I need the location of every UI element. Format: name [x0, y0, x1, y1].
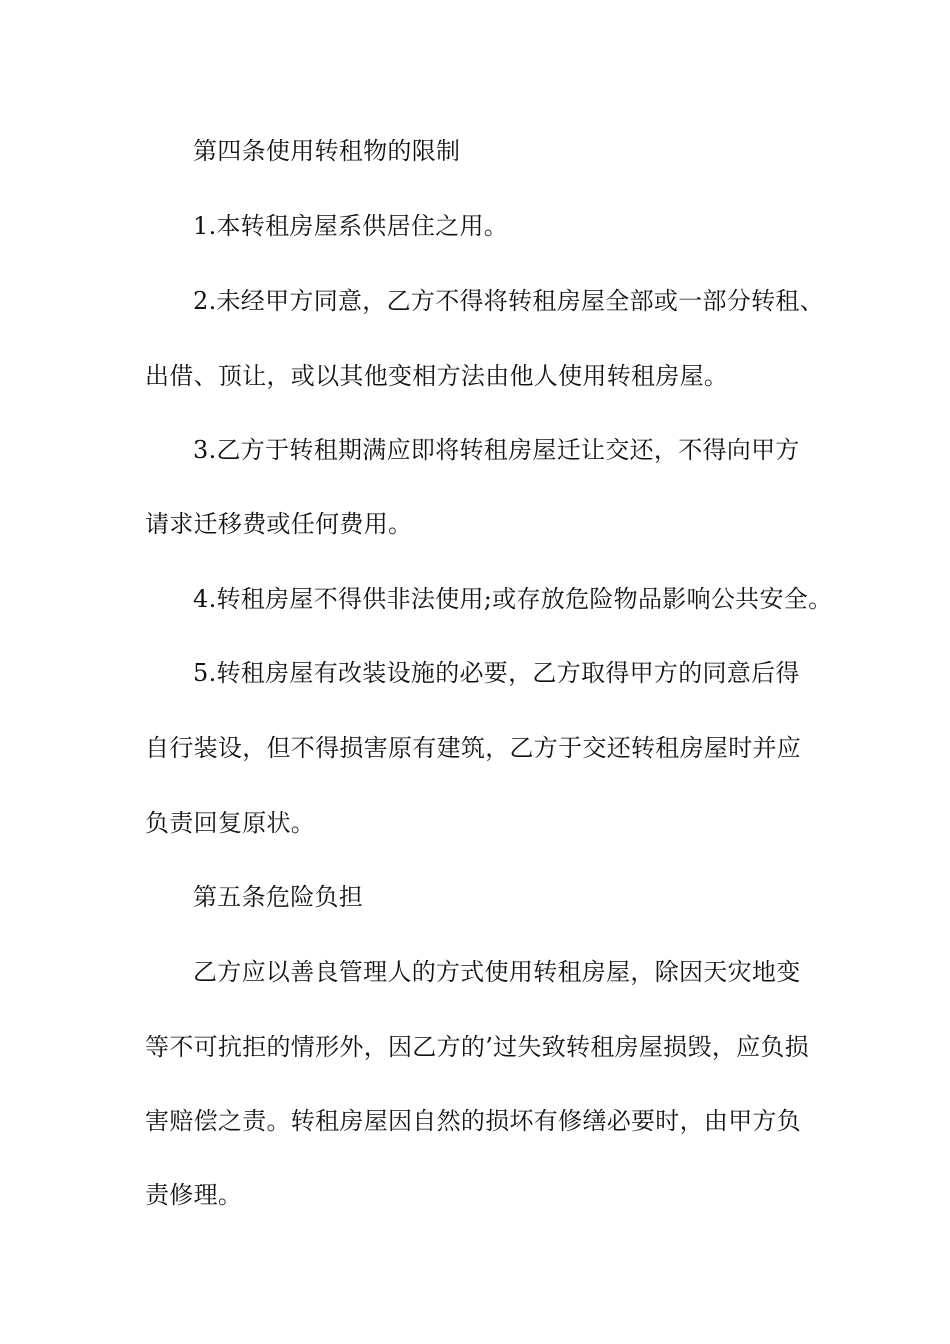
paragraph-line: 害赔偿之责。转租房屋因自然的损坏有修缮必要时，由甲方负	[145, 1107, 802, 1135]
paragraph-line: 等不可抗拒的情形外，因乙方的’过失致转租房屋损毁，应负损	[145, 1033, 810, 1061]
clause-line: 出借、顶让，或以其他变相方法由他人使用转租房屋。	[145, 362, 729, 390]
clause-line: 1.本转租房屋系供居住之用。	[193, 212, 509, 240]
clause-line: 请求迁移费或任何费用。	[145, 510, 413, 538]
clause-line: 自行装设，但不得损害原有建筑，乙方于交还转租房屋时并应	[145, 734, 802, 762]
clause-line: 5.转租房屋有改装设施的必要，乙方取得甲方的同意后得	[193, 659, 800, 687]
clause-line: 4.转租房屋不得供非法使用;或存放危险物品影响公共安全。	[193, 585, 833, 613]
clause-line: 负责回复原状。	[145, 809, 316, 837]
section-heading-article-4: 第四条使用转租物的限制	[193, 137, 461, 165]
clause-line: 2.未经甲方同意，乙方不得将转租房屋全部或一部分转租、	[193, 287, 824, 315]
clause-line: 3.乙方于转租期满应即将转租房屋迁让交还，不得向甲方	[193, 436, 800, 464]
paragraph-line: 责修理。	[145, 1181, 243, 1209]
section-heading-article-5: 第五条危险负担	[193, 883, 364, 911]
paragraph-line: 乙方应以善良管理人的方式使用转租房屋，除因天灾地变	[193, 958, 801, 986]
